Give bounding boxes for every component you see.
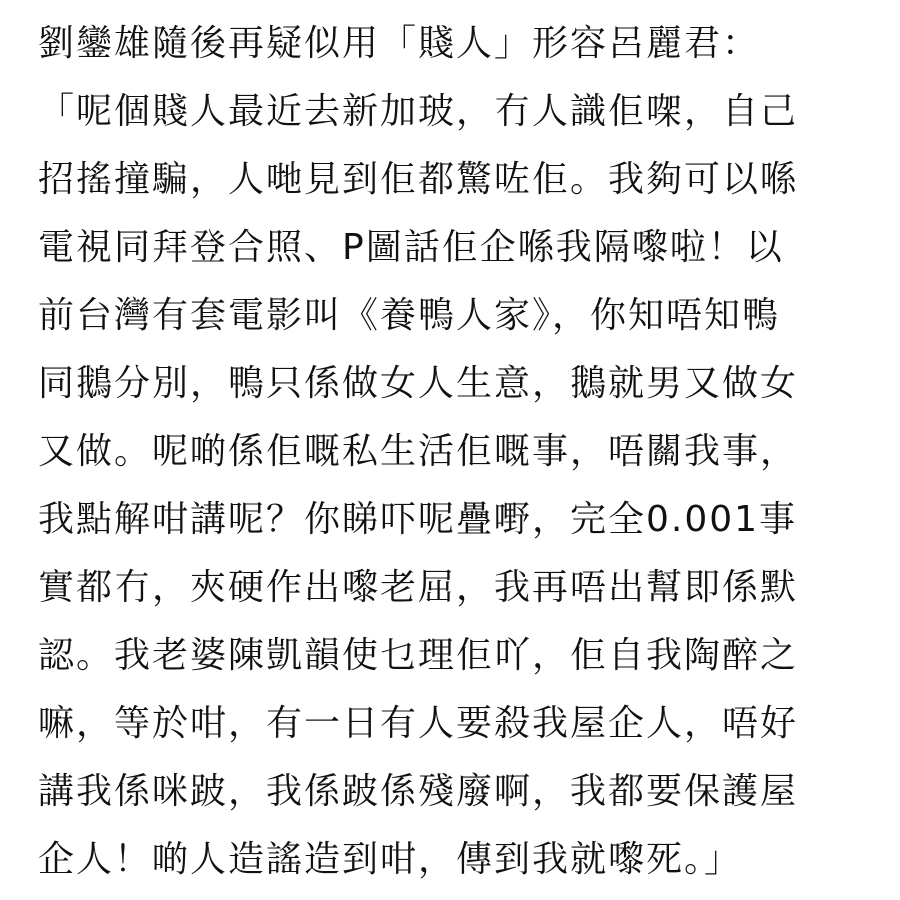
article-line: 嘛，等於咁，有一日有人要殺我屋企人，唔好 xyxy=(38,703,799,744)
article-line: 招搖撞騙，人哋見到佢都驚咗佢。我夠可以喺 xyxy=(38,159,799,200)
article-line: 實都冇，夾硬作出嚟老屈，我再唔出幫即係默 xyxy=(38,567,799,608)
article-line: 同鵝分別，鴨只係做女人生意，鵝就男又做女 xyxy=(38,363,799,404)
article-line: 前台灣有套電影叫《養鴨人家》，你知唔知鴨 xyxy=(38,295,781,336)
article-line: 認。我老婆陳凱韻使乜理佢吖，佢自我陶醉之 xyxy=(38,635,799,676)
article-line: 又做。呢啲係佢嘅私生活佢嘅事，唔關我事， xyxy=(38,431,799,472)
article-line: 我點解咁講呢？你睇吓呢疊嘢，完全0.001事 xyxy=(38,499,798,540)
article-line: 劉鑾雄隨後再疑似用「賤人」形容呂麗君： xyxy=(38,23,761,64)
article-line: 「呢個賤人最近去新加玻，冇人識佢㗎，自己 xyxy=(38,91,799,132)
article-line: 企人！啲人造謠造到咁，傳到我就嚟死。」 xyxy=(38,839,743,880)
article-line: 電視同拜登合照、P圖話佢企喺我隔嚟啦！以 xyxy=(38,227,784,268)
article-line: 講我係咪跛，我係跛係殘廢啊，我都要保護屋 xyxy=(38,771,799,812)
